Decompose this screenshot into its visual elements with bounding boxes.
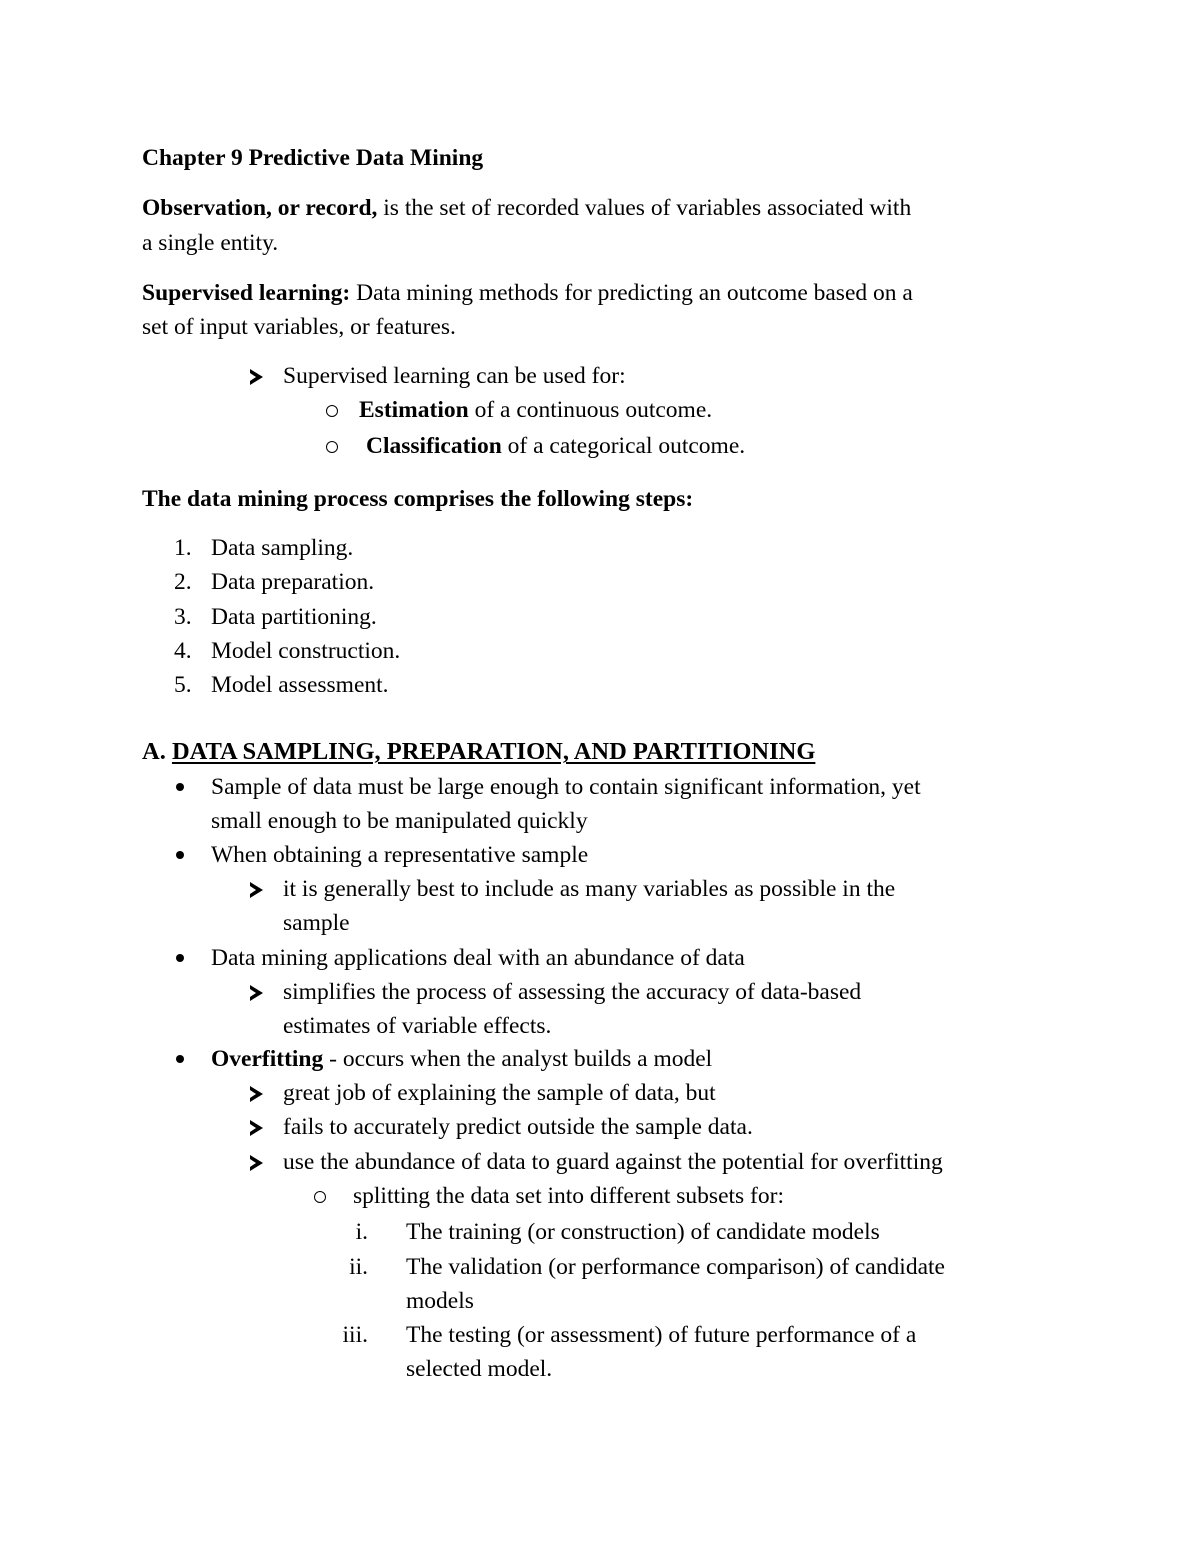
supervised-uses-intro: Supervised learning can be used for: (283, 363, 626, 389)
section-a-heading (142, 738, 815, 766)
supervised-use-item (359, 396, 712, 424)
section-a-label: A. (142, 738, 166, 765)
split-item-line2: selected model. (406, 1356, 553, 1382)
circle-bullet-icon (326, 405, 338, 417)
step-number: 5. (174, 672, 192, 698)
split-intro: splitting the data set into different subsets for: (353, 1183, 784, 1209)
observation-term: Observation, or record, (142, 195, 378, 221)
section-a-title: DATA SAMPLING, PREPARATION, AND PARTITIONING (171, 738, 816, 765)
section-a-bullet4 (211, 1045, 712, 1073)
bullet-dot-icon (176, 783, 184, 791)
section-a-bullet1-line1: Sample of data must be large enough to contain significant information, yet (211, 774, 921, 800)
overfitting-sub-item: use the abundance of data to guard against the potential for overfitting (283, 1149, 943, 1175)
step-number: 4. (174, 638, 192, 664)
supervised-term: Supervised learning: (142, 280, 351, 306)
split-item-line1: The training (or construction) of candidate models (406, 1219, 880, 1245)
section-a-bullet2: When obtaining a representative sample (211, 842, 589, 868)
bullet-dot-icon (176, 1055, 184, 1063)
arrow-bullet-icon (250, 1155, 263, 1171)
arrow-bullet-icon (250, 369, 263, 385)
arrow-bullet-icon (250, 1120, 263, 1136)
step-number: 1. (174, 535, 192, 561)
section-a-bullet3-sub-line1: simplifies the process of assessing the accuracy of data-based (283, 979, 862, 1005)
step-number: 2. (174, 569, 192, 595)
section-a-bullet1-line2: small enough to be manipulated quickly (211, 808, 588, 834)
observation-definition-line1 (142, 194, 911, 222)
roman-numeral: ii. (349, 1254, 368, 1280)
step-text: Data preparation. (211, 569, 375, 595)
use-text: of a continuous outcome. (468, 397, 713, 423)
overfitting-sub-item: fails to accurately predict outside the sample data. (283, 1114, 753, 1140)
step-text: Model assessment. (211, 672, 389, 698)
overfitting-sub-item: great job of explaining the sample of data, but (283, 1080, 716, 1106)
bullet-dot-icon (176, 851, 184, 859)
roman-numeral: i. (355, 1219, 368, 1245)
observation-text: is the set of recorded values of variables associated with (377, 195, 912, 221)
step-text: Data partitioning. (211, 604, 377, 630)
split-item-line2: models (406, 1288, 474, 1314)
section-a-bullet2-sub-line1: it is generally best to include as many variables as possible in the (283, 876, 896, 902)
split-item-line1: The validation (or performance comparison) of candidate (406, 1254, 945, 1280)
supervised-definition-line2: set of input variables, or features. (142, 314, 456, 340)
circle-bullet-icon (314, 1191, 326, 1203)
use-term: Classification (366, 433, 502, 459)
arrow-bullet-icon (250, 1086, 263, 1102)
supervised-definition-line1 (142, 279, 913, 307)
supervised-text: Data mining methods for predicting an outcome based on a (350, 280, 913, 306)
supervised-use-item (366, 432, 745, 460)
circle-bullet-icon (326, 441, 338, 453)
bullet-dot-icon (176, 954, 184, 962)
arrow-bullet-icon (250, 985, 263, 1001)
split-item-line1: The testing (or assessment) of future performance of a (406, 1322, 917, 1348)
section-a-bullet3: Data mining applications deal with an abundance of data (211, 945, 745, 971)
roman-numeral: iii. (342, 1322, 368, 1348)
step-number: 3. (174, 604, 192, 630)
use-text: of a categorical outcome. (501, 433, 746, 459)
overfitting-text: - occurs when the analyst builds a model (323, 1046, 713, 1072)
use-term: Estimation (359, 397, 469, 423)
observation-definition-line2: a single entity. (142, 230, 279, 256)
step-text: Model construction. (211, 638, 401, 664)
step-text: Data sampling. (211, 535, 354, 561)
process-heading: The data mining process comprises the following steps: (142, 486, 694, 512)
section-a-bullet2-sub-line2: sample (283, 910, 350, 936)
overfitting-term: Overfitting (211, 1046, 324, 1072)
section-a-bullet3-sub-line2: estimates of variable effects. (283, 1013, 552, 1039)
page-title: Chapter 9 Predictive Data Mining (142, 145, 484, 171)
arrow-bullet-icon (250, 882, 263, 898)
